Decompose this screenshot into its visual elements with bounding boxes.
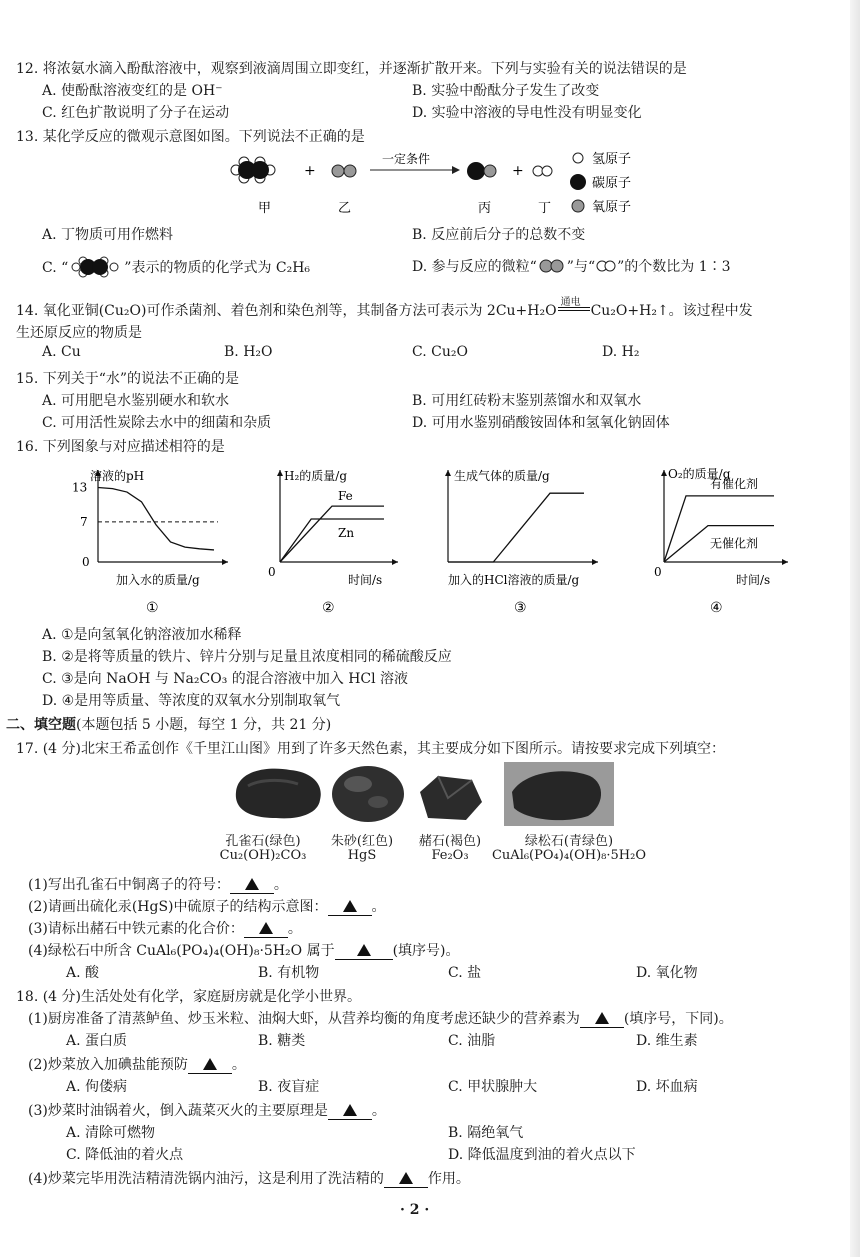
origin-label: 0	[654, 565, 662, 579]
q18-2-option-c: C. 甲状腺肿大	[448, 1079, 538, 1095]
q17-option-a: A. 酸	[66, 965, 100, 981]
q12-option-b: B. 实验中酚酞分子发生了改变	[412, 83, 600, 99]
chart-number: ①	[146, 600, 159, 616]
cinnabar-image	[328, 760, 408, 824]
q14-option-b: B. H₂O	[224, 344, 273, 360]
answer-blank[interactable]	[230, 877, 274, 894]
label-ding: 丁	[538, 201, 552, 216]
chart-2	[262, 460, 412, 620]
q18-sub1: (1)厨房准备了清蒸鲈鱼、炒玉米粒、油焖大虾，从营养均衡的角度考虑还缺少的营养素为 (填序号，下同)。	[28, 1011, 733, 1027]
mineral-formula-2: HgS	[347, 848, 377, 863]
series-label-no-catalyst: 无催化剂	[710, 536, 759, 551]
q17-option-c: C. 盐	[448, 965, 482, 981]
q15-option-b: B. 可用红砖粉末鉴别蒸馏水和双氧水	[412, 393, 642, 409]
ph-curve	[98, 487, 214, 549]
q17-option-d: D. 氧化物	[636, 965, 698, 981]
q13-option-d: D. 参与反应的微粒“ ”与“ ”的个数比为 1∶3	[412, 259, 731, 275]
triangle-icon	[595, 1012, 609, 1024]
mineral-formula-4: CuAl₆(PO₄)₄(OH)₈·5H₂O	[491, 848, 646, 863]
triangle-icon	[357, 944, 371, 956]
series-label-catalyst: 有催化剂	[710, 476, 759, 491]
q18-2-option-d: D. 坏血病	[636, 1079, 698, 1095]
triangle-icon	[203, 1058, 217, 1070]
q12-option-a: A. 使酚酞溶液变红的是 OH⁻	[42, 83, 223, 99]
q17-sub2: (2)请画出硫化汞(HgS)中硫原子的结构示意图： 。	[28, 899, 386, 915]
q17-option-b: B. 有机物	[258, 965, 320, 981]
molecule-ding	[533, 166, 552, 176]
q18-1-option-d: D. 维生素	[636, 1033, 698, 1049]
answer-blank[interactable]	[328, 1103, 372, 1120]
chart-3	[430, 460, 610, 620]
triangle-icon	[245, 878, 259, 890]
y-axis-label: O₂的质量/g	[668, 467, 731, 481]
y-axis-arrow	[661, 470, 667, 476]
x-axis-arrow	[222, 559, 228, 565]
q14-stem-line2: 生还原反应的物质是	[16, 325, 142, 341]
label-jia: 甲	[258, 201, 272, 216]
chart-1	[70, 460, 240, 620]
q17-stem: 17. (4 分)北宋王希孟创作《千里江山图》用到了许多天然色素，其主要成分如下图所示。请按要求完成下列填空：	[16, 741, 725, 757]
q17-sub4: (4)绿松石中所含 CuAl₆(PO₄)₄(OH)₈·5H₂O 属于 (填序号)。	[28, 943, 460, 959]
q18-sub3: (3)炒菜时油锅着火，倒入蔬菜灭火的主要原理是 。	[28, 1103, 386, 1119]
q15-option-c: C. 可用活性炭除去水中的细菌和杂质	[42, 415, 272, 431]
q17-sub3: (3)请标出赭石中铁元素的化合价： 。	[28, 921, 302, 937]
page-number: · 2 ·	[400, 1202, 430, 1218]
gas-curve	[448, 493, 584, 562]
chart-number: ②	[322, 600, 335, 616]
x-axis-label: 加入的HCl溶液的质量/g	[448, 573, 580, 587]
electrolysis-arrow: 通电	[557, 303, 591, 319]
answer-blank[interactable]	[384, 1171, 428, 1188]
triangle-icon	[343, 1104, 357, 1116]
q18-3-option-d: D. 降低温度到油的着火点以下	[448, 1147, 636, 1163]
plus-sign-1: +	[304, 163, 316, 179]
q15-option-a: A. 可用肥皂水鉴别硬水和软水	[42, 393, 230, 409]
q17-sub1: (1)写出孔雀石中铜离子的符号： 。	[28, 877, 288, 893]
x-axis-arrow	[592, 559, 598, 565]
molecule-yi	[332, 165, 356, 177]
plus-sign-2: +	[512, 163, 524, 179]
label-yi: 乙	[338, 201, 352, 216]
origin-label: 0	[268, 565, 276, 579]
y-axis-arrow	[277, 470, 283, 476]
h2-molecule-icon	[595, 257, 617, 275]
mineral-name-4: 绿松石(青绿色)	[524, 834, 614, 849]
chart-4	[650, 460, 800, 620]
molecule-jia	[231, 157, 275, 183]
triangle-icon	[343, 900, 357, 912]
chart-number: ③	[514, 600, 527, 616]
x-axis-arrow	[392, 559, 398, 565]
malachite-image	[228, 762, 328, 824]
mineral-name-3: 赭石(褐色)	[418, 834, 482, 849]
triangle-icon	[259, 922, 273, 934]
q12-stem: 12. 将浓氨水滴入酚酞溶液中，观察到液滴周围立即变红，并逐渐扩散开来。下列与实验有关的说法错误的是	[16, 61, 687, 77]
x-axis-label: 时间/s	[348, 573, 383, 587]
q16-stem: 16. 下列图象与对应描述相符的是	[16, 439, 225, 455]
ochre-image	[414, 772, 486, 824]
answer-blank[interactable]	[244, 921, 288, 938]
q13-option-a: A. 丁物质可用作燃料	[42, 227, 174, 243]
label-bing: 丙	[478, 201, 492, 216]
series-line-fe	[280, 506, 384, 562]
q18-3-option-c: C. 降低油的着火点	[66, 1147, 184, 1163]
c2h6-molecule-icon	[68, 256, 124, 278]
y-axis-arrow	[445, 470, 451, 476]
q18-2-option-b: B. 夜盲症	[258, 1079, 320, 1095]
q14-stem-line1: 14. 氧化亚铜(Cu₂O)可作杀菌剂、着色剂和染色剂等，其制备方法可表示为 2Cu+H₂O 通电 Cu₂O+H₂↑。该过程中发	[16, 297, 753, 319]
tick-label-7: 7	[80, 514, 88, 529]
q14-option-d: D. H₂	[602, 344, 640, 360]
triangle-icon	[399, 1172, 413, 1184]
q18-1-option-b: B. 糖类	[258, 1033, 306, 1049]
page-edge	[850, 0, 860, 1257]
mineral-formula-1: Cu₂(OH)₂CO₃	[219, 848, 307, 863]
mineral-name-2: 朱砂(红色)	[330, 834, 394, 849]
mineral-name-1: 孔雀石(绿色)	[225, 834, 301, 849]
q16-option-b: B. ②是将等质量的铁片、锌片分别与足量且浓度相同的稀硫酸反应	[42, 649, 452, 665]
q18-1-option-c: C. 油脂	[448, 1033, 496, 1049]
tick-label-13: 13	[72, 480, 88, 495]
q16-option-c: C. ③是向 NaOH 与 Na₂CO₃ 的混合溶液中加入 HCl 溶液	[42, 671, 409, 687]
q12-option-c: C. 红色扩散说明了分子在运动	[42, 105, 230, 121]
tick-label-0: 0	[82, 555, 90, 569]
q18-1-option-a: A. 蛋白质	[66, 1033, 128, 1049]
answer-blank[interactable]	[188, 1057, 232, 1074]
x-axis-arrow	[782, 559, 788, 565]
q13-option-c: C. “ ”表示的物质的化学式为 C₂H₆	[42, 256, 310, 278]
x-axis-label: 时间/s	[736, 573, 771, 587]
q16-option-d: D. ④是用等质量、等浓度的双氧水分别制取氧气	[42, 693, 341, 709]
series-line-zn	[280, 519, 384, 562]
q13-option-b: B. 反应前后分子的总数不变	[412, 227, 586, 243]
q18-3-option-b: B. 隔绝氧气	[448, 1125, 524, 1141]
series-line-catalyst	[664, 496, 774, 562]
section-heading: 二、填空题(本题包括 5 小题，每空 1 分，共 21 分)	[6, 717, 332, 733]
y-axis-label: 生成气体的质量/g	[454, 469, 550, 483]
q14-option-c: C. Cu₂O	[412, 344, 468, 360]
reaction-condition: 一定条件	[382, 152, 431, 166]
q16-option-a: A. ①是向氢氧化钠溶液加水稀释	[42, 627, 242, 643]
reaction-diagram	[220, 148, 660, 220]
chart-number: ④	[710, 600, 723, 616]
o2-molecule-icon	[537, 257, 567, 275]
series-label-zn: Zn	[338, 526, 355, 540]
molecule-bing	[467, 162, 496, 180]
q18-sub2: (2)炒菜放入加碘盐能预防 。	[28, 1057, 246, 1073]
x-axis-label: 加入水的质量/g	[116, 573, 200, 587]
q15-option-d: D. 可用水鉴别硝酸铵固体和氢氧化钠固体	[412, 415, 670, 431]
q13-stem: 13. 某化学反应的微观示意图如图。下列说法不正确的是	[16, 129, 365, 145]
q15-stem: 15. 下列关于“水”的说法不正确的是	[16, 371, 240, 387]
q18-stem: 18. (4 分)生活处处有化学，家庭厨房就是化学小世界。	[16, 989, 361, 1005]
legend-hydrogen: 氢原子	[592, 152, 632, 167]
y-axis-label: 溶液的pH	[90, 469, 145, 483]
legend-oxygen: 氧原子	[592, 200, 632, 215]
answer-blank[interactable]	[580, 1011, 624, 1028]
mineral-formula-3: Fe₂O₃	[431, 848, 469, 863]
legend-carbon: 碳原子	[592, 176, 632, 191]
q18-sub4: (4)炒菜完毕用洗洁精清洗锅内油污，这是利用了洗洁精的 作用。	[28, 1171, 470, 1187]
answer-blank[interactable]	[335, 943, 393, 960]
turquoise-image	[504, 762, 614, 826]
q18-3-option-a: A. 清除可燃物	[66, 1125, 156, 1141]
y-axis-label: H₂的质量/g	[284, 469, 348, 483]
answer-blank[interactable]	[328, 899, 372, 916]
series-label-fe: Fe	[338, 489, 353, 504]
q18-2-option-a: A. 佝偻病	[66, 1079, 128, 1095]
q14-option-a: A. Cu	[42, 344, 81, 360]
q12-option-d: D. 实验中溶液的导电性没有明显变化	[412, 105, 642, 121]
